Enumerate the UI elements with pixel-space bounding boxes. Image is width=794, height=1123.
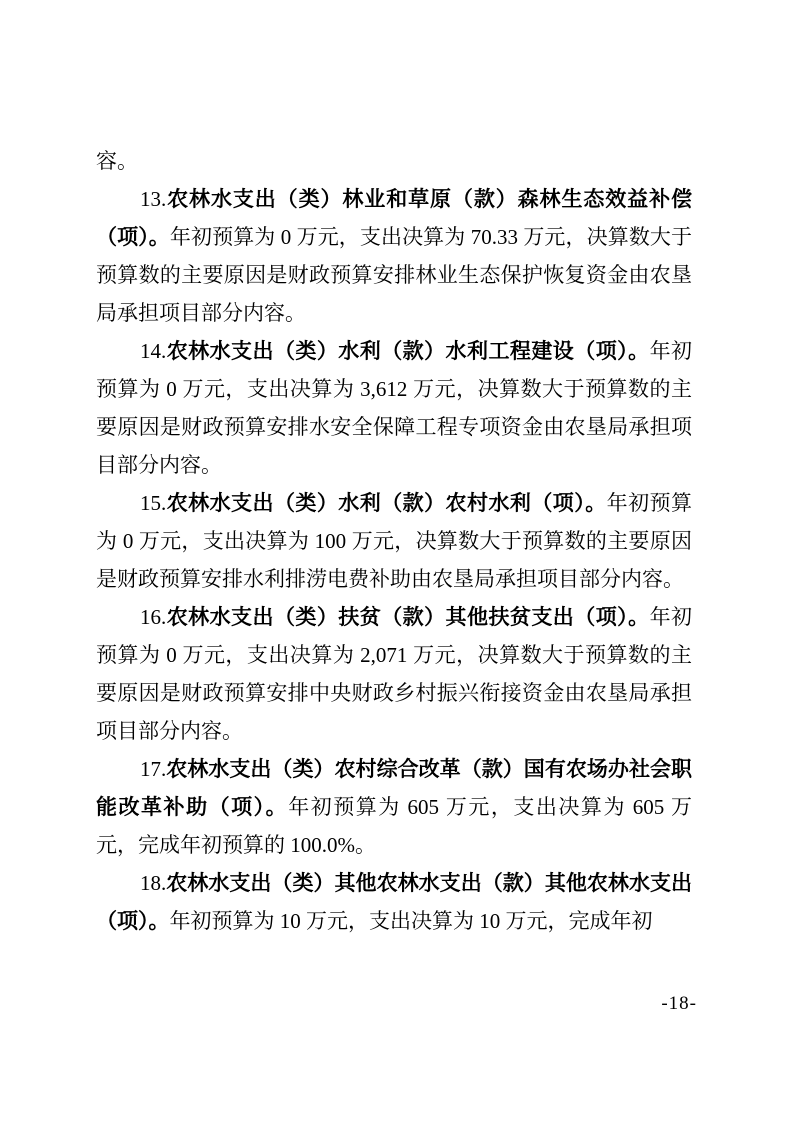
paragraph-body: 年初预算为 0 万元，支出决算为 2,071 万元，决算数大于预算数的主要原因是财政预算安排中央财政乡村振兴衔接资金由农垦局承担项目部分内容。 <box>96 605 693 743</box>
paragraph-list <box>96 180 692 940</box>
paragraph-heading: 农林水支出（类）扶贫（款）其他扶贫支出（项）。 <box>166 605 650 629</box>
paragraph-body: 年初预算为 605 万元，支出决算为 605 万元，完成年初预算的 100.0%。 <box>96 795 693 857</box>
paragraph-item <box>96 598 692 750</box>
paragraph-number: 18. <box>140 871 167 895</box>
paragraph-number: 14. <box>140 339 167 363</box>
paragraph-item <box>96 180 692 332</box>
paragraph-body: 年初预算为 0 万元，支出决算为 3,612 万元，决算数大于预算数的主要原因是财政预算安排水安全保障工程专项资金由农垦局承担项目部分内容。 <box>96 339 693 477</box>
paragraph-continuation: 容。 <box>96 149 138 173</box>
paragraph-heading: 农林水支出（类）农村综合改革（款）国有农场办社会职能改革补助（项）。 <box>96 757 692 819</box>
paragraph-body: 年初预算为 10 万元，支出决算为 10 万元，完成年初 <box>169 909 653 933</box>
paragraph-item <box>96 332 692 484</box>
paragraph-item <box>96 864 692 940</box>
paragraph-heading: 农林水支出（类）其他农林水支出（款）其他农林水支出（项）。 <box>96 871 692 933</box>
paragraph-body: 年初预算为 0 万元，支出决算为 70.33 万元，决算数大于预算数的主要原因是财政预算安排林业生态保护恢复资金由农垦局承担项目部分内容。 <box>96 225 693 325</box>
paragraph-number: 17. <box>140 757 167 781</box>
paragraph-heading: 农林水支出（类）水利（款）农村水利（项）。 <box>166 491 607 515</box>
paragraph-item <box>96 484 692 598</box>
content-area <box>96 142 692 940</box>
paragraph-number: 15. <box>140 491 167 515</box>
paragraph-body: 年初预算为 0 万元，支出决算为 100 万元，决算数大于预算数的主要原因是财政预算安排水利排涝电费补助由农垦局承担项目部分内容。 <box>96 491 693 591</box>
paragraph-item <box>96 750 692 864</box>
paragraph-number: 16. <box>140 605 167 629</box>
paragraph-number: 13. <box>140 187 167 211</box>
paragraph-heading: 农林水支出（类）林业和草原（款）森林生态效益补偿（项）。 <box>96 187 692 249</box>
paragraph-heading: 农林水支出（类）水利（款）水利工程建设（项）。 <box>166 339 650 363</box>
page-number: -18- <box>661 993 697 1014</box>
